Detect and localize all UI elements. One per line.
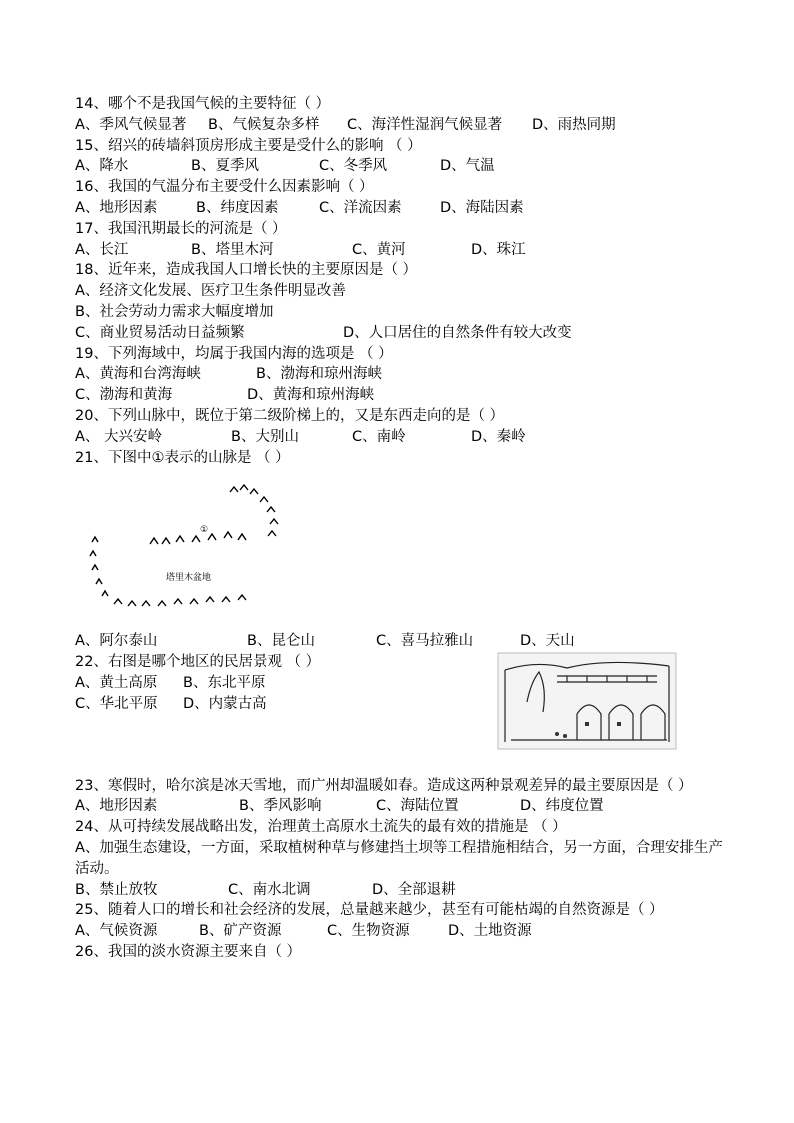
q25-stem: 25、随着人口的增长和社会经济的发展，总量越来越少，甚至有可能枯竭的自然资源是（ ） — [75, 902, 664, 919]
q24-stem: 24、从可持续发展战略出发，治理黄土高原水土流失的最有效的措施是 （ ） — [75, 819, 567, 836]
option: A、阿尔泰山 — [75, 633, 158, 650]
option: B、大别山 — [231, 428, 299, 445]
q21-options — [75, 631, 725, 652]
q24-option-a: A、加强生态建设，一方面，采取植树种草与修建挡土坝等工程措施相结合，另一方面，合理安排生产活动。 — [75, 839, 723, 877]
q14-options — [75, 115, 725, 136]
cave-dwelling-picture — [497, 652, 677, 750]
option: C、生物资源 — [327, 923, 410, 940]
tarim-basin-map — [80, 482, 300, 622]
q16-options — [75, 198, 725, 219]
option: A、黄海和台湾海峡 — [75, 366, 201, 383]
option: B、东北平原 — [183, 674, 266, 691]
option: D、内蒙古高 — [183, 695, 267, 712]
option: D、天山 — [520, 633, 575, 650]
option: C、海洋性湿润气候显著 — [347, 116, 503, 133]
q23-stem: 23、寒假时，哈尔滨是冰天雪地，而广州却温暖如春。造成这两种景观差异的最主要原因是（ ） — [75, 777, 693, 794]
q15-options — [75, 156, 725, 177]
option: A、 大兴安岭 — [75, 428, 163, 445]
option: C、海陆位置 — [376, 798, 459, 815]
q23-options — [75, 796, 725, 817]
q14-stem: 14、哪个不是我国气候的主要特征（ ） — [75, 96, 331, 112]
q18-options-cd — [75, 323, 725, 344]
option: A、地形因素 — [75, 199, 158, 216]
q19-options-ab — [75, 364, 725, 385]
option: B、夏季风 — [191, 158, 259, 175]
q20-options — [75, 427, 725, 448]
option: B、季风影响 — [239, 798, 322, 815]
q15-stem: 15、绍兴的砖墙斜顶房形成主要是受什么的影响 （ ） — [75, 137, 422, 154]
option: C、喜马拉雅山 — [376, 633, 474, 650]
q19-options-cd — [75, 385, 725, 406]
q22-stem: 22、右图是哪个地区的民居景观 （ ） — [75, 654, 321, 671]
option: B、禁止放牧 — [75, 881, 158, 898]
q17-stem: 17、我国汛期最长的河流是（ ） — [75, 220, 287, 237]
option: B、矿产资源 — [199, 923, 282, 940]
q22-block — [75, 652, 725, 775]
option: C、南岭 — [352, 428, 406, 445]
q20-stem: 20、下列山脉中，既位于第二级阶梯上的，又是东西走向的是（ ） — [75, 407, 505, 424]
q25-options — [75, 921, 725, 942]
option: C、冬季风 — [319, 158, 388, 175]
q26-stem: 26、我国的淡水资源主要来自（ ） — [75, 943, 302, 960]
marker-label: ① — [200, 525, 209, 536]
q24-options-bcd — [75, 880, 725, 901]
tarim-basin-figure — [75, 468, 725, 631]
option: D、全部退耕 — [372, 881, 456, 898]
option: C、黄河 — [352, 241, 406, 258]
option: A、地形因素 — [75, 798, 158, 815]
q17-options — [75, 240, 725, 261]
option: A、降水 — [75, 158, 129, 175]
option: B、纬度因素 — [196, 199, 279, 216]
option: C、华北平原 — [75, 695, 158, 712]
option: D、雨热同期 — [532, 116, 616, 133]
option: D、海陆因素 — [440, 199, 524, 216]
option: C、商业贸易活动日益频繁 — [75, 324, 245, 341]
option: B、气候复杂多样 — [208, 116, 320, 133]
q18-stem: 18、近年来，造成我国人口增长快的主要原因是（ ） — [75, 262, 418, 279]
option: D、珠江 — [471, 241, 526, 258]
q21-stem: 21、下图中①表示的山脉是 （ ） — [75, 449, 290, 466]
q18-option-b: B、社会劳动力需求大幅度增加 — [75, 303, 274, 320]
option: A、季风气候显著 — [75, 116, 187, 133]
option: B、塔里木河 — [191, 241, 274, 258]
basin-label: 塔里木盆地 — [166, 573, 212, 584]
q19-stem: 19、下列海域中，均属于我国内海的选项是 （ ） — [75, 345, 393, 362]
option: C、渤海和黄海 — [75, 387, 173, 404]
q18-option-a: A、经济文化发展、医疗卫生条件明显改善 — [75, 283, 346, 300]
worksheet — [75, 94, 725, 963]
q16-stem: 16、我国的气温分布主要受什么因素影响（ ） — [75, 179, 374, 196]
option: B、昆仑山 — [247, 633, 315, 650]
option: A、长江 — [75, 241, 129, 258]
option: B、渤海和琼州海峡 — [256, 366, 382, 383]
option: C、南水北调 — [228, 881, 311, 898]
option: D、纬度位置 — [520, 798, 604, 815]
option: C、洋流因素 — [319, 199, 402, 216]
option: D、黄海和琼州海峡 — [247, 387, 375, 404]
option: D、土地资源 — [448, 923, 532, 940]
option: A、气候资源 — [75, 923, 158, 940]
option: D、秦岭 — [471, 428, 526, 445]
option: A、黄土高原 — [75, 674, 158, 691]
option: D、气温 — [440, 158, 495, 175]
option: D、人口居住的自然条件有较大改变 — [343, 324, 572, 341]
